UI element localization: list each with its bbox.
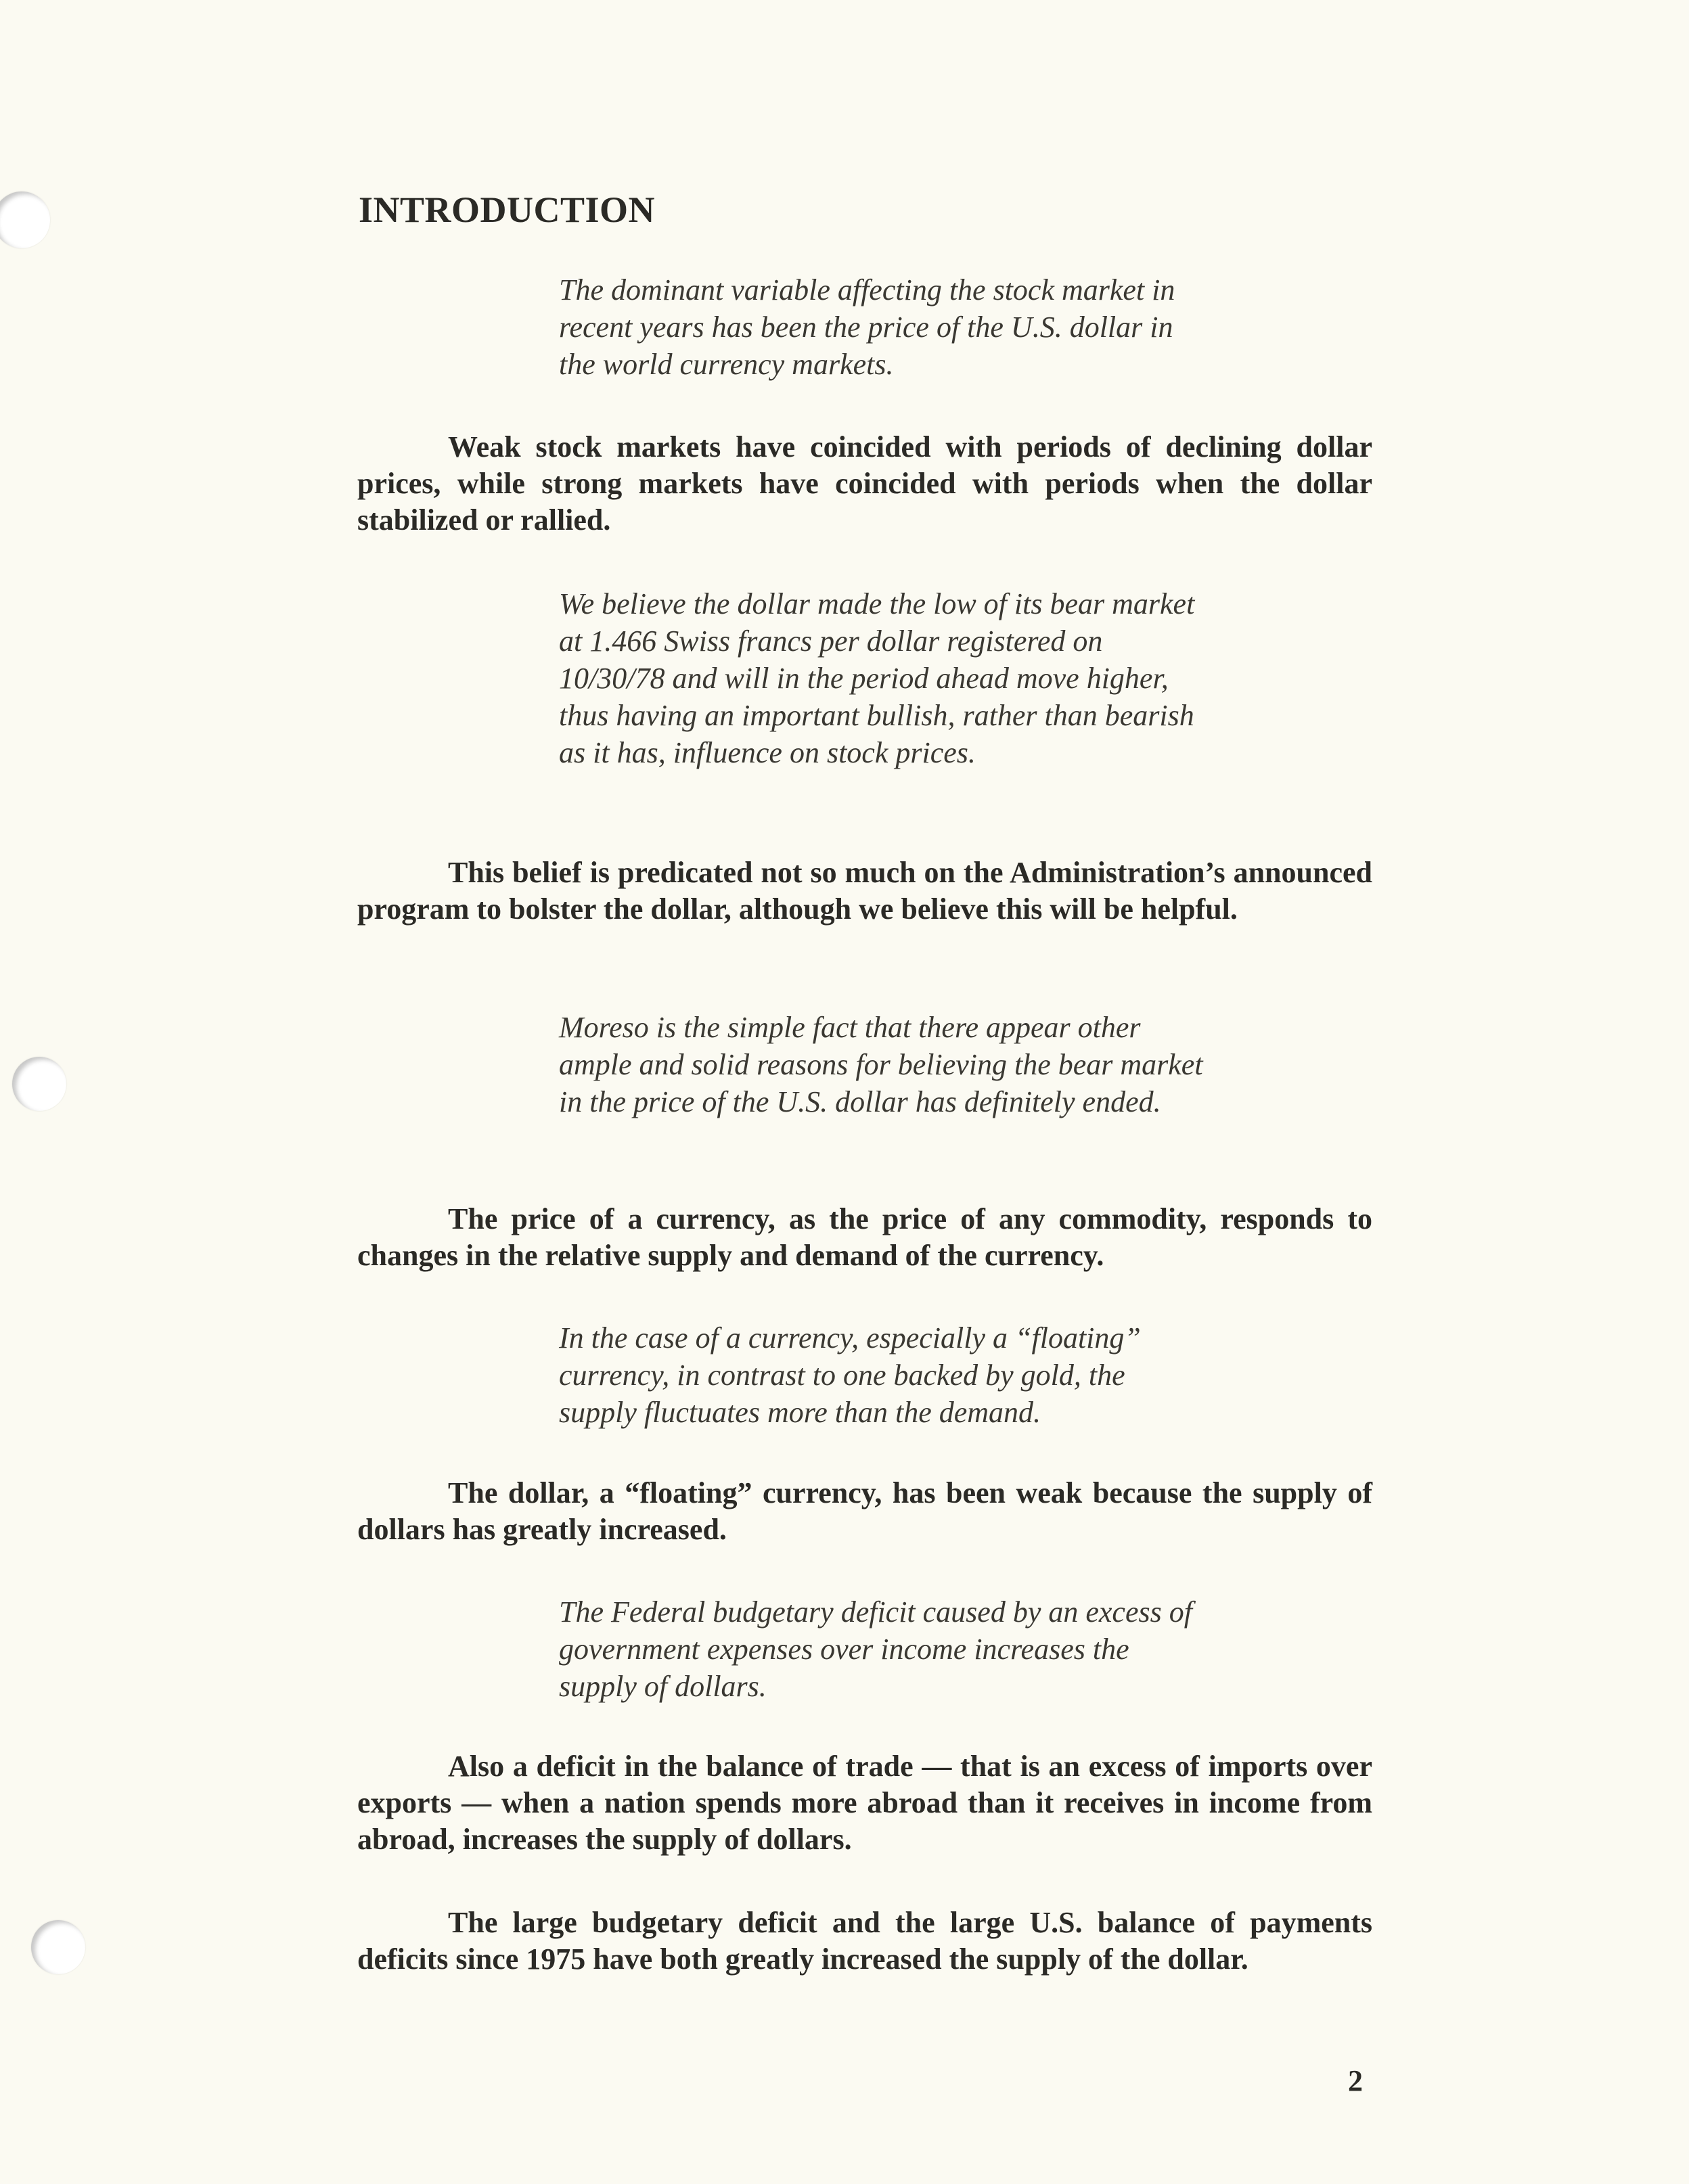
page-number: 2 (1348, 2064, 1363, 2097)
body-paragraph: This belief is predicated not so much on the Administration’s announced program to bolster the dollar, although we believe this will be helpful. (357, 856, 1372, 926)
italic-quote: The dominant variable affecting the stock market in recent years has been the price of the U.S. dollar in the world currency markets. (559, 273, 1175, 381)
body-paragraph: The price of a currency, as the price of any commodity, responds to changes in the relative supply and demand of the currency. (357, 1202, 1372, 1272)
italic-quote: We believe the dollar made the low of its bear market at 1.466 Swiss francs per dollar registered on 10/30/78 and will in the period ahead move higher, thus having an important bullish, rather than bearish as it has, influence on stock prices. (559, 587, 1195, 769)
binder-punch-hole (31, 1920, 85, 1974)
body-paragraph: The large budgetary deficit and the large U.S. balance of payments deficits since 1975 have both greatly increased the supply of the dollar. (357, 1906, 1372, 1976)
binder-punch-hole (0, 191, 50, 248)
body-paragraph: Weak stock markets have coincided with periods of declining dollar prices, while strong markets have coincided with periods when the dollar stabilized or rallied. (357, 430, 1372, 537)
body-paragraph: Also a deficit in the balance of trade — that is an excess of imports over exports — when a nation spends more abroad than it receives in income from abroad, increases the supply of dollars. (357, 1750, 1372, 1856)
binder-punch-hole (12, 1057, 66, 1111)
italic-quote: Moreso is the simple fact that there appear other ample and solid reasons for believing the bear market in the price of the U.S. dollar has definitely ended. (559, 1011, 1203, 1118)
italic-quote: The Federal budgetary deficit caused by an excess of government expenses over income increases the supply of dollars. (559, 1595, 1192, 1703)
body-paragraph: The dollar, a “floating” currency, has been weak because the supply of dollars has greatly increased. (357, 1476, 1372, 1546)
italic-quote: In the case of a currency, especially a “floating” currency, in contrast to one backed by gold, the supply fluctuates more than the demand. (559, 1321, 1141, 1429)
page-title: INTRODUCTION (359, 189, 656, 230)
